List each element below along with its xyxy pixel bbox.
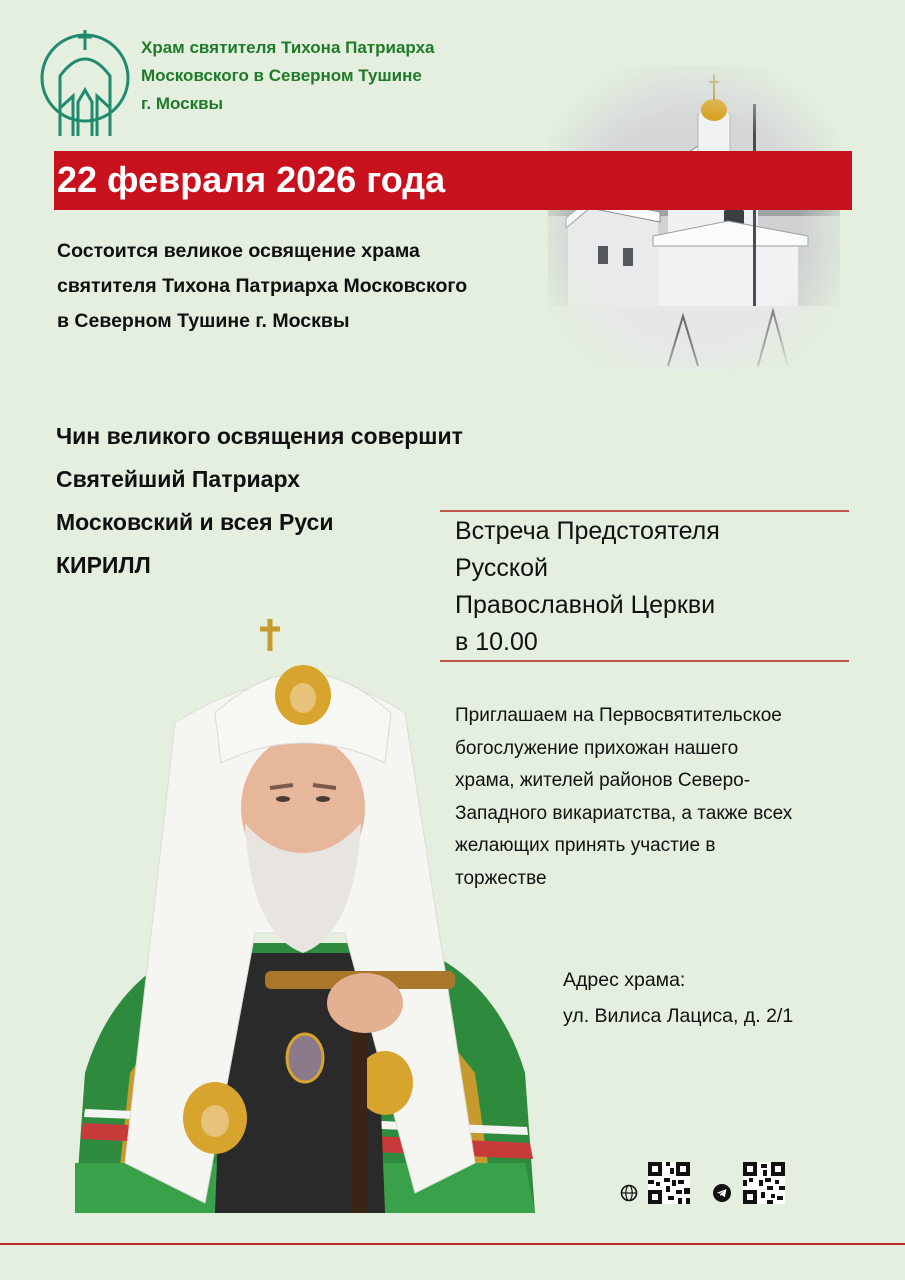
invitation-line: желающих принять участие в bbox=[455, 835, 716, 856]
bottom-divider bbox=[0, 1243, 905, 1245]
church-logo-icon bbox=[40, 28, 130, 146]
qr-code-icon[interactable] bbox=[648, 1162, 690, 1204]
invitation-line: Западного викариатства, а также всех bbox=[455, 802, 793, 824]
consecration-announcement bbox=[57, 234, 557, 339]
rite-line: Святейший Патриарх bbox=[56, 466, 301, 492]
announcement-line: в Северном Тушине г. Москвы bbox=[57, 310, 350, 332]
announcement-line: святителя Тихона Патриарха Московского bbox=[57, 275, 468, 297]
invitation-line: богослужение прихожан нашего bbox=[455, 737, 739, 759]
telegram-icon bbox=[713, 1184, 731, 1202]
announcement-line: Состоится великое освящение храма bbox=[57, 240, 420, 262]
meeting-top-divider bbox=[440, 510, 849, 512]
invitation-line: торжестве bbox=[455, 867, 547, 889]
rite-line: Чин великого освящения совершит bbox=[56, 423, 463, 449]
church-photo bbox=[548, 66, 840, 371]
meeting-line: Встреча Предстоятеля bbox=[455, 517, 720, 545]
address-label: Адрес храма: bbox=[563, 969, 686, 991]
meeting-line: Православной Церкви bbox=[455, 591, 716, 619]
qr-code-icon[interactable] bbox=[743, 1162, 785, 1204]
patriarch-photo bbox=[55, 603, 545, 1213]
church-name-line: г. Москвы bbox=[141, 94, 224, 113]
globe-icon bbox=[620, 1184, 638, 1202]
church-name-line: Московского в Северном Тушине bbox=[141, 66, 422, 85]
meeting-time: в 10.00 bbox=[455, 628, 538, 656]
rite-line: КИРИЛЛ bbox=[56, 552, 151, 578]
church-address bbox=[563, 962, 863, 1034]
address-value: ул. Вилиса Лациса, д. 2/1 bbox=[563, 1005, 794, 1027]
invitation-line: Приглашаем на Первосвятительское bbox=[455, 705, 782, 726]
event-date: 22 февраля 2026 года bbox=[57, 159, 446, 200]
church-name-line: Храм святителя Тихона Патриарха bbox=[141, 38, 435, 57]
rite-line: Московский и всея Руси bbox=[56, 509, 334, 535]
church-name bbox=[141, 34, 501, 118]
invitation-line: храма, жителей районов Северо- bbox=[455, 770, 751, 791]
meeting-line: Русской bbox=[455, 554, 548, 582]
